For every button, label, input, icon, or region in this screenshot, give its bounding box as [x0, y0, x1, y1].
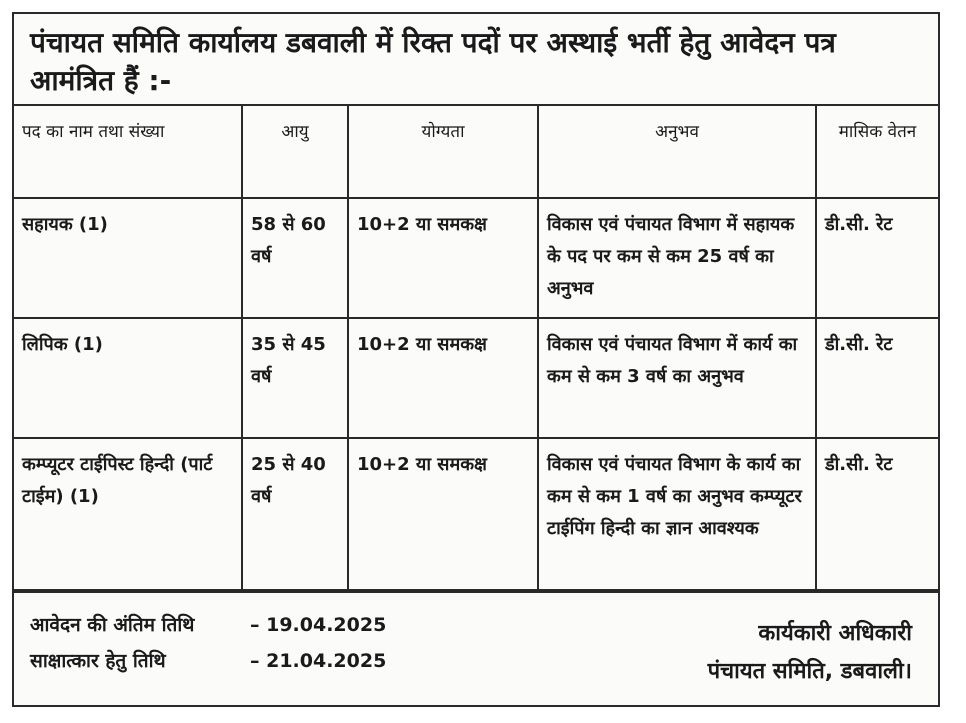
salary-cell: डी.सी. रेट [816, 438, 938, 590]
post-cell: लिपिक (1) [14, 318, 242, 438]
interview-date-label: साक्षात्कार हेतु तिथि [30, 650, 166, 672]
salary-cell: डी.सी. रेट [816, 318, 938, 438]
age-cell: 25 से 40 वर्ष [242, 438, 348, 590]
interview-date-value: – 21.04.2025 [250, 650, 387, 672]
qualification-cell: 10+2 या समकक्ष [348, 198, 538, 318]
experience-cell: विकास एवं पंचायत विभाग में कार्य का कम से कम 3 वर्ष का अनुभव [538, 318, 816, 438]
signatory-block [708, 615, 912, 691]
post-cell: सहायक (1) [14, 198, 242, 318]
recruitment-notice [12, 12, 940, 707]
table-header-row [14, 106, 938, 198]
header-age: आयु [242, 106, 348, 198]
last-date-line [30, 607, 386, 643]
experience-cell: विकास एवं पंचायत विभाग के कार्य का कम से कम 1 वर्ष का अनुभव कम्प्यूटर टाईपिंग हिन्दी का ज्ञान आवश्यक [538, 438, 816, 590]
notice-title: पंचायत समिति कार्यालय डबवाली में रिक्त पदों पर अस्थाई भर्ती हेतु आवेदन पत्र आमंत्रित हैं :- [14, 14, 938, 106]
age-cell: 35 से 45 वर्ष [242, 318, 348, 438]
interview-date-line [30, 643, 386, 679]
header-experience: अनुभव [538, 106, 816, 198]
notice-footer [14, 591, 938, 705]
important-dates [30, 607, 386, 679]
age-cell: 58 से 60 वर्ष [242, 198, 348, 318]
post-cell: कम्प्यूटर टाईपिस्ट हिन्दी (पार्ट टाईम) (1) [14, 438, 242, 590]
header-salary: मासिक वेतन [816, 106, 938, 198]
table-row [14, 438, 938, 590]
qualification-cell: 10+2 या समकक्ष [348, 318, 538, 438]
table-row [14, 318, 938, 438]
signatory-office: पंचायत समिति, डबवाली। [707, 659, 912, 684]
experience-cell: विकास एवं पंचायत विभाग में सहायक के पद पर कम से कम 25 वर्ष का अनुभव [538, 198, 816, 318]
header-qualification: योग्यता [348, 106, 538, 198]
last-date-value: – 19.04.2025 [250, 614, 387, 636]
last-date-label: आवेदन की अंतिम तिथि [30, 614, 195, 636]
qualification-cell: 10+2 या समकक्ष [348, 438, 538, 590]
table-row [14, 198, 938, 318]
signatory-title: कार्यकारी अधिकारी [758, 621, 912, 646]
salary-cell: डी.सी. रेट [816, 198, 938, 318]
vacancy-table [14, 106, 938, 591]
header-post: पद का नाम तथा संख्या [14, 106, 242, 198]
